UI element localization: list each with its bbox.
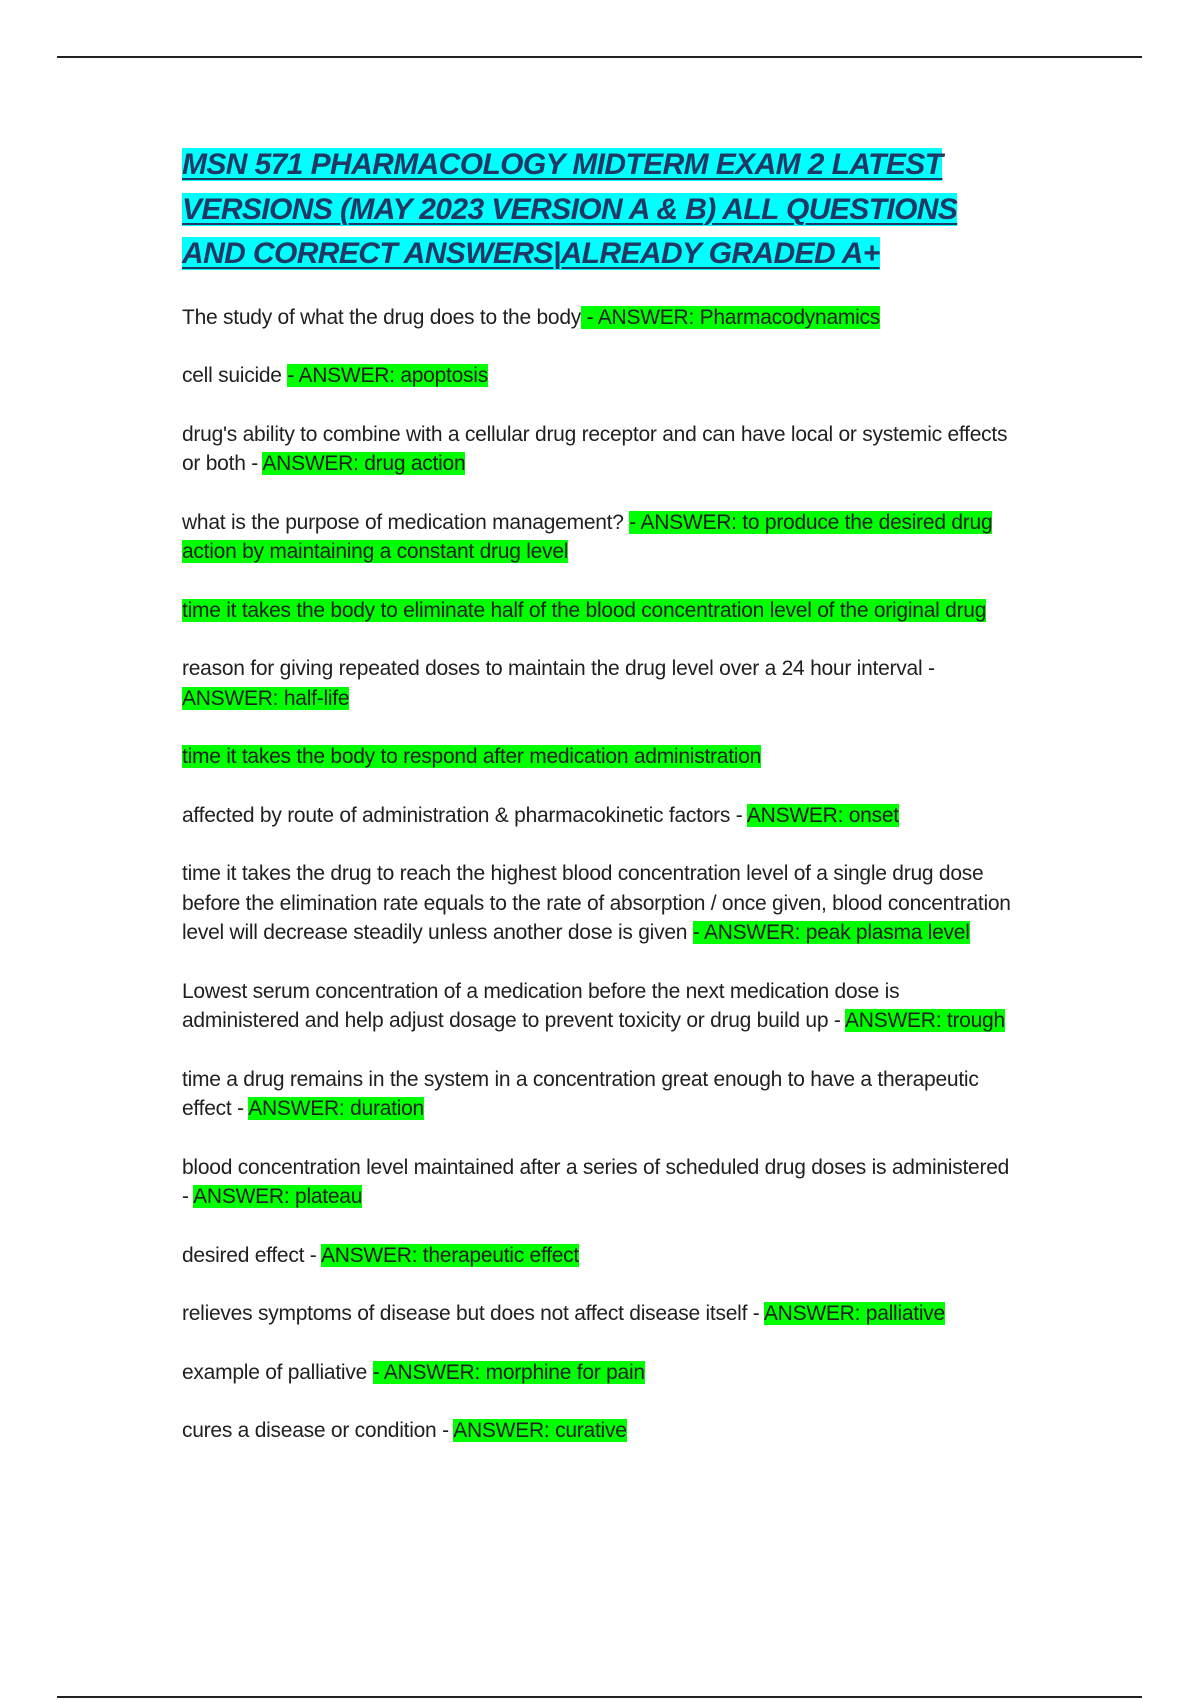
question-text: relieves symptoms of disease but does not affect disease itself - [182,1302,764,1325]
question-text: time a drug remains in the system in a concentration great enough to have a therapeutic effect - [182,1067,979,1120]
qa-entry [182,303,1018,333]
qa-entry [182,859,1018,948]
qa-entry [182,977,1018,1036]
question-text: time it takes the drug to reach the highest blood concentration level of a single drug dose before the elimination rate equals to the rate of absorption / once given, blood concentration level will decrease steadily unless another dose is given [182,862,1011,944]
answer-highlight: - ANSWER: to produce the desired drug action by maintaining a constant drug level [182,510,993,563]
question-text: affected by route of administration & pharmacokinetic factors - [182,803,747,827]
question-text: example of palliative [182,1360,373,1384]
answer-highlight: ANSWER: onset [746,803,899,827]
qa-entry [182,1358,1018,1388]
question-text: desired effect - [182,1243,321,1267]
answer-highlight: - ANSWER: apoptosis [287,364,488,387]
answer-highlight: ANSWER: therapeutic effect [320,1243,580,1267]
qa-entry [182,361,1018,391]
question-text: cell suicide [182,364,288,387]
answer-highlight: - ANSWER: morphine for pain [372,1360,645,1384]
qa-entry [182,1241,1018,1271]
qa-entry [182,1065,1018,1124]
answer-highlight: time it takes the body to respond after medication administration [182,745,762,768]
qa-entry [182,742,1018,772]
question-text: blood concentration level maintained after a series of scheduled drug doses is administered - [182,1155,1010,1208]
document-title-text: MSN 571 PHARMACOLOGY MIDTERM EXAM 2 LATEST VERSIONS (MAY 2023 VERSION A & B) ALL QUESTIONS AND CORRECT ANSWERS|ALREADY GRADED A+ [182,148,958,270]
qa-entry [182,1299,1018,1329]
qa-entry [182,1416,1018,1446]
qa-entry [182,1153,1018,1212]
qa-entry [182,508,1018,567]
answer-highlight: ANSWER: trough [845,1009,1005,1032]
document-title [182,143,1018,277]
qa-entry [182,654,1018,713]
answer-highlight: ANSWER: duration [248,1097,424,1120]
qa-entry [182,801,1018,831]
top-rule [57,56,1142,58]
question-text: cures a disease or condition - [182,1419,454,1442]
answer-highlight: time it takes the body to eliminate half of the blood concentration level of the original drug [182,598,987,622]
answer-highlight: ANSWER: palliative [763,1302,945,1325]
qa-entry [182,420,1018,479]
document-body [182,143,1018,1475]
question-text: The study of what the drug does to the body [182,305,582,329]
question-text: what is the purpose of medication management? [182,510,630,534]
bottom-rule [57,1696,1142,1698]
answer-highlight: ANSWER: half-life [182,686,350,710]
qa-entry [182,596,1018,626]
question-text: drug's ability to combine with a cellular drug receptor and can have local or systemic effects or both - [182,422,1008,475]
answer-highlight: ANSWER: drug action [262,452,466,475]
answer-highlight: ANSWER: plateau [193,1185,363,1208]
question-text: Lowest serum concentration of a medication before the next medication dose is administered and help adjust dosage to prevent toxicity or drug build up - [182,979,900,1032]
answer-highlight: ANSWER: curative [453,1419,627,1442]
question-text: reason for giving repeated doses to maintain the drug level over a 24 hour interval - [182,657,935,680]
answer-highlight: - ANSWER: Pharmacodynamics [581,305,881,329]
answer-highlight: - ANSWER: peak plasma level [692,921,970,944]
